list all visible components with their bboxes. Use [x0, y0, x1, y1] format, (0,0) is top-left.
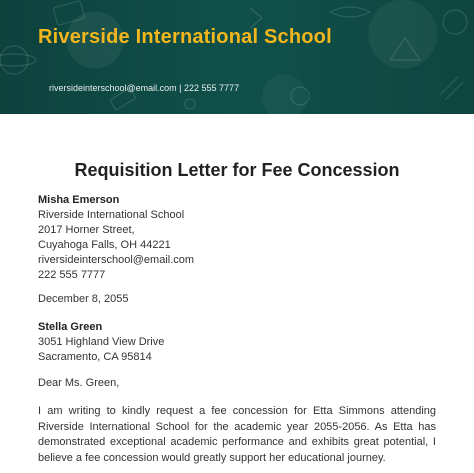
sender-address-block	[38, 193, 194, 283]
school-doodles-decoration	[0, 0, 474, 114]
salutation	[38, 376, 119, 391]
recipient-line: 3051 Highland View Drive	[38, 336, 165, 348]
school-name: Riverside International School	[38, 26, 332, 48]
letter-date	[38, 292, 129, 307]
salutation-text: Dear Ms. Green,	[38, 377, 120, 389]
recipient-line: Sacramento, CA 95814	[38, 351, 152, 363]
sender-name: Misha Emerson	[38, 194, 120, 206]
date-text: December 8, 2055	[38, 293, 129, 305]
recipient-name: Stella Green	[38, 321, 103, 333]
sender-line: 222 555 7777	[38, 269, 106, 281]
letterhead-banner	[0, 0, 474, 114]
sender-line: Cuyahoga Falls, OH 44221	[38, 239, 171, 251]
letter-body-paragraph: I am writing to kindly request a fee concession for Etta Simmons attending Riverside International School for the academic year 2055-2056. As Etta has demonstrated exceptional academic performance and exhibits great potential, I believe a fee concession would greatly support her educational journey.	[38, 405, 436, 464]
sender-line: riversideinterschool@email.com	[38, 254, 195, 266]
sender-line: Riverside International School	[38, 209, 185, 221]
letter-title: Requisition Letter for Fee Concession	[74, 160, 400, 180]
school-contact-line: riversideinterschool@email.com | 222 555 7777	[49, 83, 240, 93]
sender-line: 2017 Horner Street,	[38, 224, 135, 236]
recipient-address-block	[38, 320, 164, 365]
